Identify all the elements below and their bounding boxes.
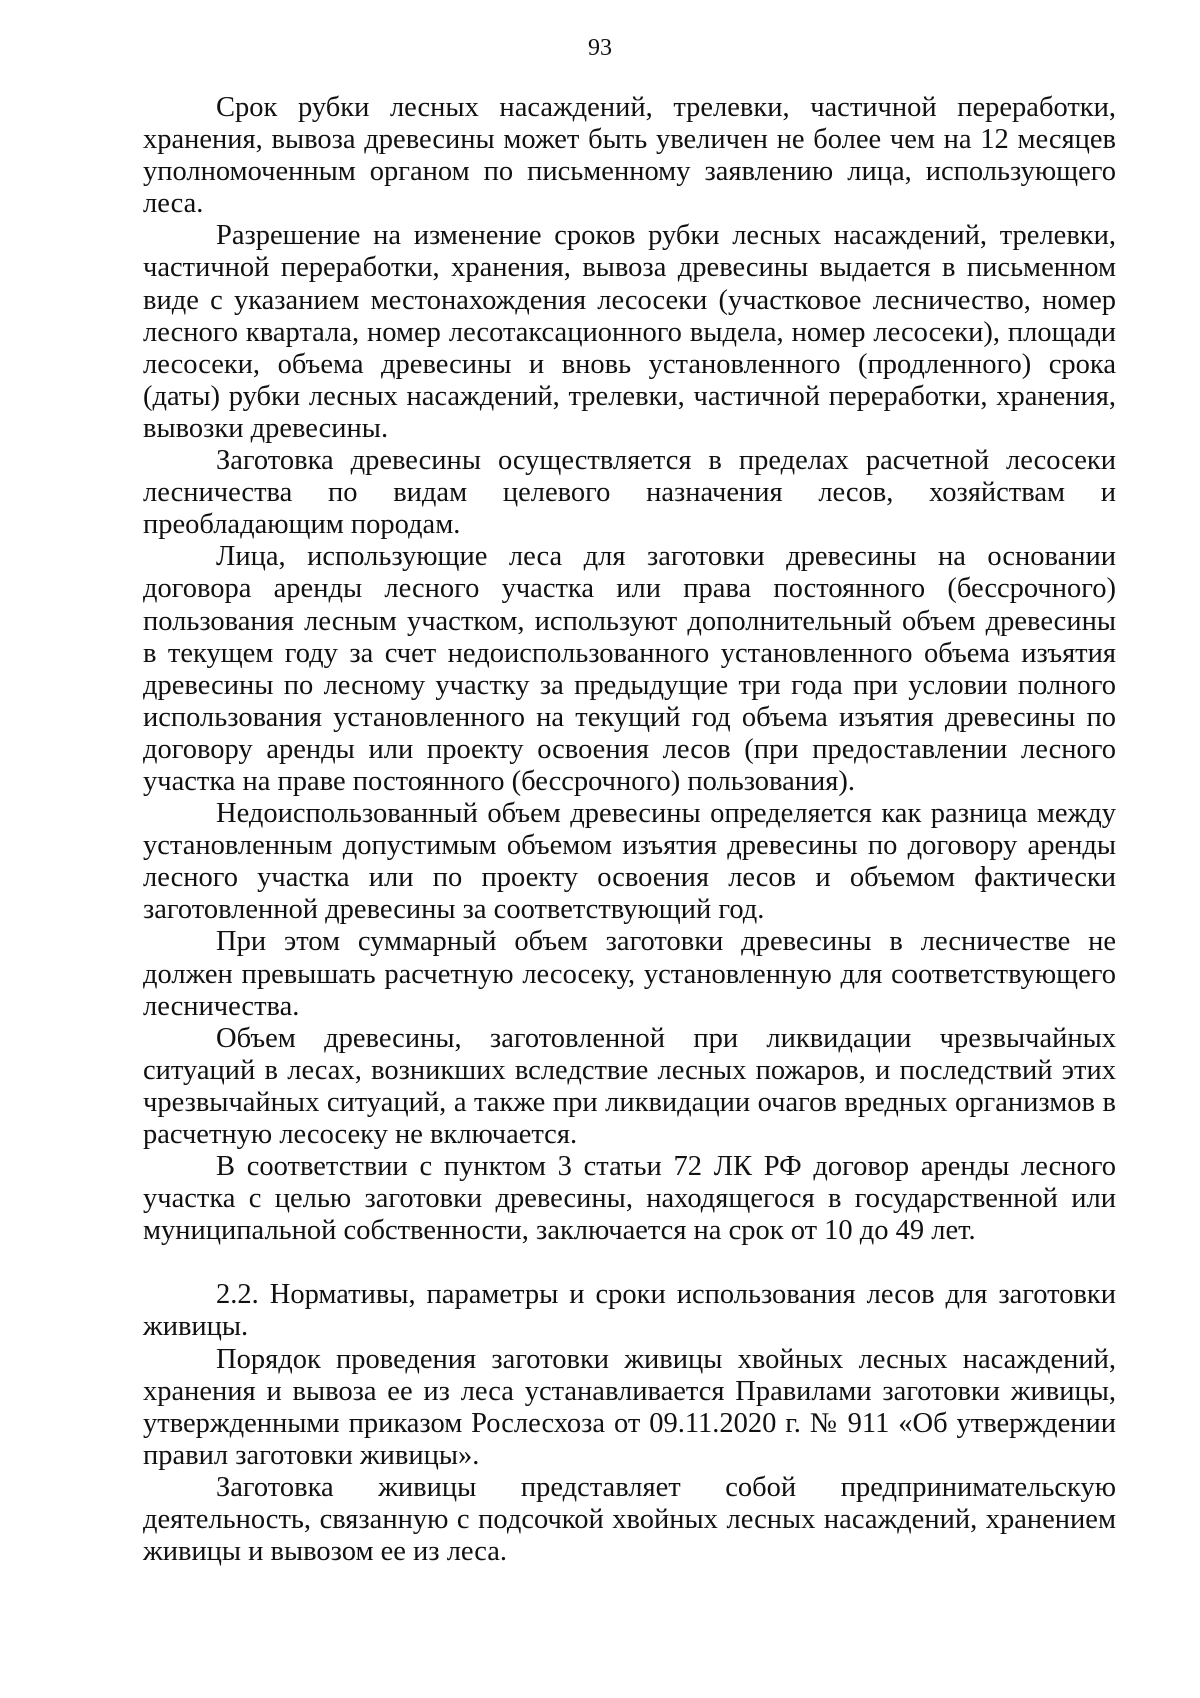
paragraph-lease-term: В соответствии с пунктом 3 статьи 72 ЛК РФ договор аренды лесного участка с целью заготовки древесины, находящегося в государственной или муниципальной собственности, заключается на срок от 10 до 49 лет. (143, 1151, 1116, 1247)
page-number: 93 (588, 35, 612, 61)
paragraph-emergency-volume: Объем древесины, заготовленной при ликвидации чрезвычайных ситуаций в лесах, возникших вследствие лесных пожаров, и последствий этих чрезвычайных ситуаций, а также при ликвидации очагов вредных организмов в расчетную лесосеку не включается. (143, 1022, 1116, 1150)
paragraph-term-change-permit: Разрешение на изменение сроков рубки лесных насаждений, трелевки, частичной переработки, хранения, вывоза древесины выдается в письменном виде с указанием местонахождения лесосеки (участковое лесничество, номер лесного квартала, номер лесотаксационного выдела, номер лесосеки), площади лесосеки, объема древесины и вновь установленного (продленного) срока (даты) рубки лесных насаждений, трелевки, частичной переработки, хранения, вывозки древесины. (143, 220, 1116, 444)
paragraph-unused-volume-definition: Недоиспользованный объем древесины определяется как разница между установленным допустимым объемом изъятия древесины по договору аренды лесного участка или по проекту освоения лесов и объемом фактически заготовленной древесины за соответствующий год. (143, 798, 1116, 926)
document-body (143, 92, 1116, 1568)
paragraph-resin-definition: Заготовка живицы представляет собой предпринимательскую деятельность, связанную с подсочкой хвойных лесных насаждений, хранением живицы и вывозом ее из леса. (143, 1471, 1116, 1568)
paragraph-allowable-cut-limits: Заготовка древесины осуществляется в пределах расчетной лесосеки лесничества по видам целевого назначения лесов, хозяйствам и преобладающим породам. (143, 445, 1116, 541)
paragraph-felling-term-extension: Срок рубки лесных насаждений, трелевки, частичной переработки, хранения, вывоза древесины может быть увеличен не более чем на 12 месяцев уполномоченным органом по письменному заявлению лица, использующего леса. (143, 92, 1116, 220)
paragraph-total-volume-limit: При этом суммарный объем заготовки древесины в лесничестве не должен превышать расчетную лесосеку, установленную для соответствующего лесничества. (143, 926, 1116, 1022)
paragraph-additional-volume: Лица, использующие леса для заготовки древесины на основании договора аренды лесного участка или права постоянного (бессрочного) пользования лесным участком, используют дополнительный объем древесины в текущем году за счет недоиспользованного установленного объема изъятия древесины по лесному участку за предыдущие три года при условии полного использования установленного на текущий год объема изъятия древесины по договору аренды или проекту освоения лесов (при предоставлении лесного участка на праве постоянного (бессрочного) пользования). (143, 541, 1116, 797)
paragraph-resin-procedure: Порядок проведения заготовки живицы хвойных лесных насаждений, хранения и вывоза ее из леса устанавливается Правилами заготовки живицы, утвержденными приказом Рослесхоза от 09.11.2020 г. № 911 «Об утверждении правил заготовки живицы». (143, 1343, 1116, 1471)
section-heading-2-2: 2.2. Нормативы, параметры и сроки использования лесов для заготовки живицы. (143, 1279, 1116, 1343)
